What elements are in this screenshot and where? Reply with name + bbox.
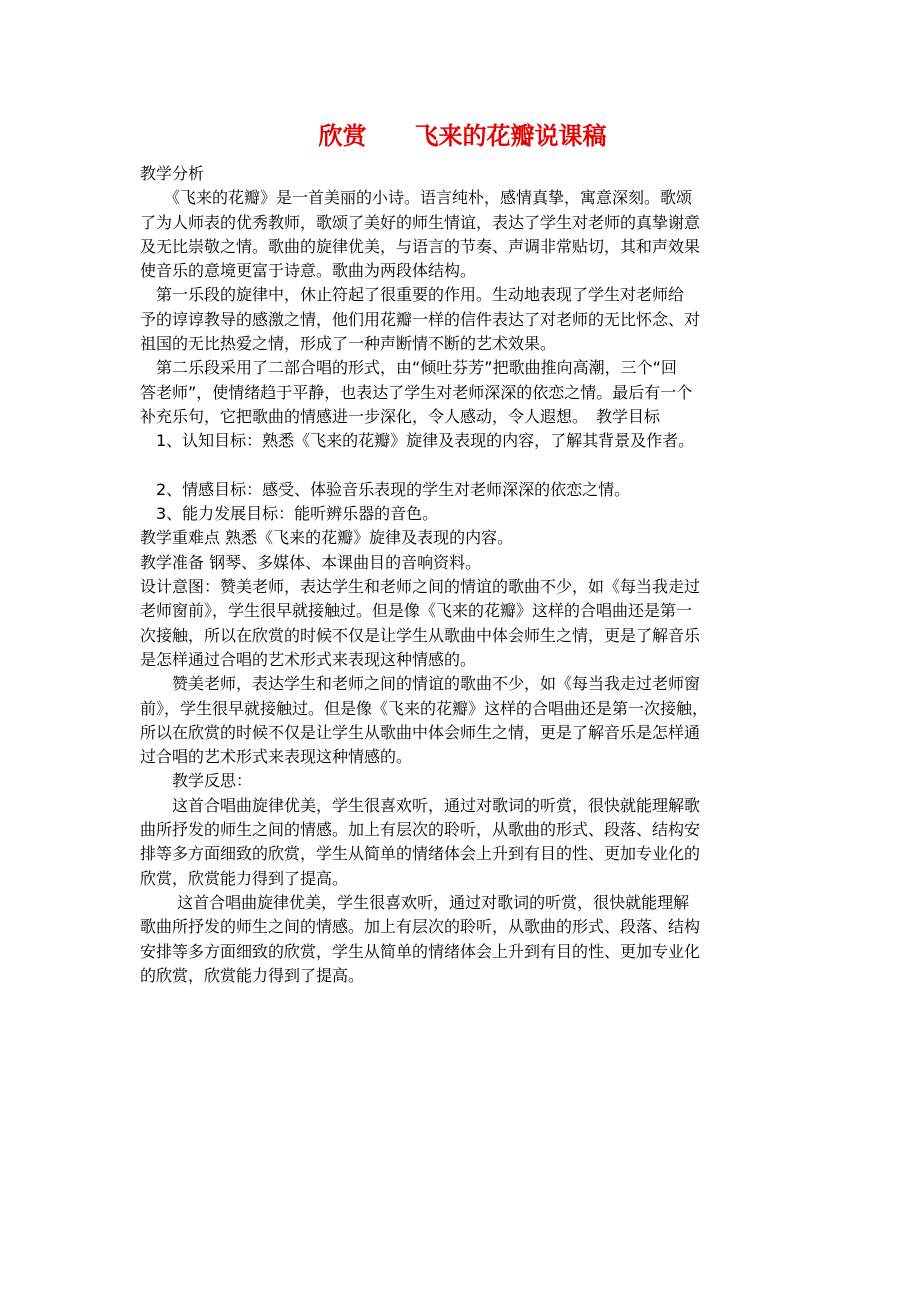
text-line: 教学反思： bbox=[140, 771, 253, 791]
document-body bbox=[140, 162, 785, 988]
text-line: 欣赏，欣赏能力得到了提高。 bbox=[140, 868, 349, 888]
text-line: 所以在欣赏的时候不仅是让学生从歌曲中体会师生之情，更是了解音乐是怎样通 bbox=[140, 722, 701, 742]
text-line: 答老师”，使情绪趋于平静，也表达了学生对老师深深的依恋之情。最后有一个 bbox=[140, 382, 693, 402]
text-line: 予的谆谆教导的感激之情，他们用花瓣一样的信件表达了对老师的无比怀念、对 bbox=[140, 309, 701, 329]
text-line bbox=[140, 454, 785, 478]
text-line: 过合唱的艺术形式来表现这种情感的。 bbox=[140, 747, 413, 767]
text-line: 教学分析 bbox=[140, 164, 205, 183]
document-page bbox=[140, 118, 785, 988]
document-title: 欣赏 飞来的花瓣说课稿 bbox=[318, 122, 607, 150]
text-line: 3、能力发展目标：能听辨乐器的音色。 bbox=[140, 504, 439, 524]
text-line: 教学重难点 熟悉《飞来的花瓣》旋律及表现的内容。 bbox=[140, 528, 514, 548]
text-line: 排等多方面细致的欣赏，学生从简单的情绪体会上升到有目的性、更加专业化的 bbox=[140, 844, 701, 864]
text-line: 祖国的无比热爱之情，形成了一种声断情不断的艺术效果。 bbox=[140, 334, 557, 354]
text-line: 1、认知目标：熟悉《飞来的花瓣》旋律及表现的内容，了解其背景及作者。 bbox=[140, 431, 695, 451]
text-line: 歌曲所抒发的师生之间的情感。加上有层次的聆听，从歌曲的形式、段落、结构 bbox=[140, 917, 701, 937]
text-line: 赞美老师，表达学生和老师之间的情谊的歌曲不少，如《每当我走过老师窗 bbox=[140, 674, 701, 694]
text-line: 第二乐段采用了二部合唱的形式，由“倾吐芬芳”把歌曲推向高潮，三个“回 bbox=[140, 358, 677, 378]
text-line: 《飞来的花瓣》是一首美丽的小诗。语言纯朴，感情真挚，寓意深刻。歌颂 bbox=[140, 188, 693, 208]
text-line: 2、情感目标：感受、体验音乐表现的学生对老师深深的依恋之情。 bbox=[140, 479, 631, 499]
text-line: 及无比崇敬之情。歌曲的旋律优美，与语言的节奏、声调非常贴切，其和声效果 bbox=[140, 236, 701, 256]
text-line: 老师窗前》，学生很早就接触过。但是像《飞来的花瓣》这样的合唱曲还是第一 bbox=[140, 601, 693, 621]
text-line: 前》，学生很早就接触过。但是像《飞来的花瓣》这样的合唱曲还是第一次接触， bbox=[140, 698, 709, 718]
text-line: 设计意图：赞美老师，表达学生和老师之间的情谊的歌曲不少，如《每当我走过 bbox=[140, 577, 701, 597]
text-line: 了为人师表的优秀教师，歌颂了美好的师生情谊，表达了学生对老师的真挚谢意 bbox=[140, 212, 701, 232]
text-line: 次接触，所以在欣赏的时候不仅是让学生从歌曲中体会师生之情，更是了解音乐 bbox=[140, 625, 701, 645]
text-line: 第一乐段的旋律中，休止符起了很重要的作用。生动地表现了学生对老师给 bbox=[140, 285, 685, 305]
text-line: 是怎样通过合唱的艺术形式来表现这种情感的。 bbox=[140, 649, 477, 669]
text-line: 安排等多方面细致的欣赏，学生从简单的情绪体会上升到有目的性、更加专业化 bbox=[140, 941, 701, 961]
text-line: 曲所抒发的师生之间的情感。加上有层次的聆听，从歌曲的形式、段落、结构安 bbox=[140, 820, 701, 840]
text-line: 这首合唱曲旋律优美，学生很喜欢听，通过对歌词的听赏，很快就能理解 bbox=[140, 892, 690, 912]
text-line: 这首合唱曲旋律优美，学生很喜欢听，通过对歌词的听赏，很快就能理解歌 bbox=[140, 795, 701, 815]
text-line: 使音乐的意境更富于诗意。歌曲为两段体结构。 bbox=[140, 261, 477, 281]
text-line: 的欣赏，欣赏能力得到了提高。 bbox=[140, 965, 365, 985]
text-line: 补充乐句，它把歌曲的情感进一步深化，令人感动，令人遐想。 教学目标 bbox=[140, 406, 661, 426]
text-line: 教学准备 钢琴、多媒体、本课曲目的音响资料。 bbox=[140, 552, 482, 572]
